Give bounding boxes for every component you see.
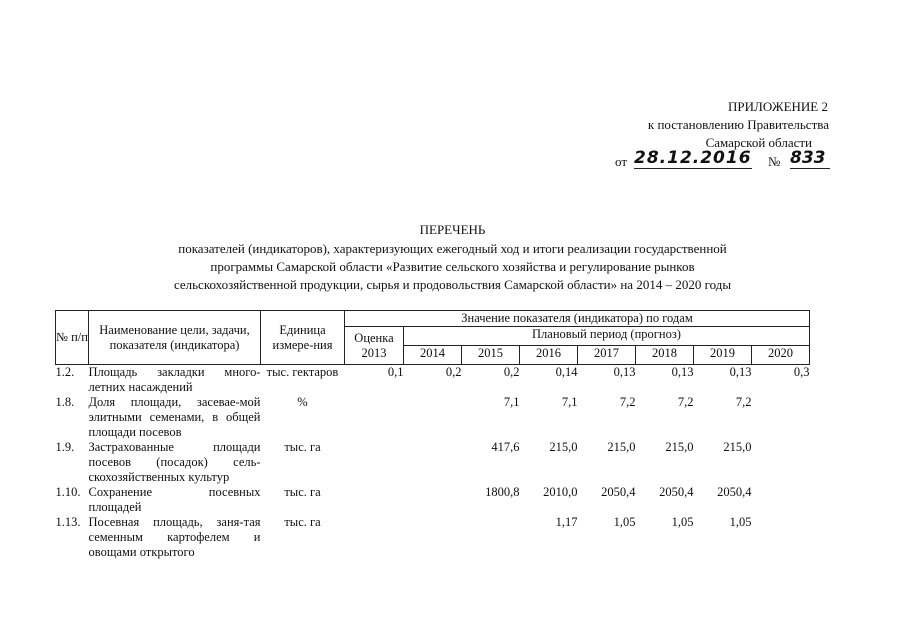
row-name: Доля площади, засевае-мой элитными семенами, в общей площади посевов: [88, 395, 261, 439]
value-2019: 0,13: [729, 365, 752, 379]
value-2016: 1,17: [555, 515, 578, 529]
row-name: Застрахованные площади посевов (посадок) сель-скохозяйственных культур: [88, 440, 261, 484]
value-2017: 0,13: [613, 365, 636, 379]
value-2020: [752, 485, 810, 515]
value-2014: [404, 395, 462, 440]
header-number: № п/п: [56, 311, 89, 365]
value-2017: 215,0: [607, 440, 636, 454]
value-2020: [752, 395, 810, 440]
row-name: Посевная площадь, заня-тая семенным картофелем и овощами открытого: [88, 515, 261, 559]
appendix-title: ПРИЛОЖЕНИЕ 2: [728, 99, 828, 114]
value-2014: [404, 515, 462, 560]
value-2020: [752, 440, 810, 485]
value-2015: 7,1: [503, 395, 520, 409]
header-estimate: Оценка 2013: [345, 327, 404, 365]
row-unit: тыс. га: [284, 440, 321, 454]
value-2013: [345, 515, 404, 560]
value-2015: 417,6: [491, 440, 520, 454]
appendix-date-line: [560, 148, 880, 172]
row-unit: тыс. га: [284, 515, 321, 529]
value-2016: 215,0: [549, 440, 578, 454]
header-values: Значение показателя (индикатора) по годам: [345, 311, 810, 327]
document-title-line-3: сельскохозяйственной продукции, сырья и продовольствия Самарской области» на 2014 – 2020 годы: [173, 277, 732, 292]
header-year: 2015: [462, 346, 520, 365]
table-row: [56, 515, 810, 560]
header-unit: Единица измере-ния: [261, 311, 345, 365]
header-year: 2018: [636, 346, 694, 365]
header-year: 2014: [404, 346, 462, 365]
table-row: [56, 485, 810, 515]
indicators-table: [55, 310, 810, 560]
appendix-block: [560, 98, 880, 172]
document-heading: ПЕРЕЧЕНЬ: [419, 222, 486, 237]
value-2019: 1,05: [729, 515, 752, 529]
value-2019: 215,0: [723, 440, 752, 454]
value-2017: 2050,4: [601, 485, 636, 499]
value-2015: 0,2: [503, 365, 520, 379]
row-unit: тыс. гектаров: [266, 365, 339, 379]
document-title-line-1: показателей (индикаторов), характеризующих ежегодный ход и итоги реализации государственной: [178, 241, 727, 256]
table-row: [56, 365, 810, 396]
value-2015: 1800,8: [485, 485, 520, 499]
value-2018: 215,0: [665, 440, 694, 454]
row-code: 1.9.: [55, 440, 75, 454]
value-2016: 7,1: [561, 395, 578, 409]
header-year: 2016: [520, 346, 578, 365]
value-2018: 2050,4: [659, 485, 694, 499]
row-name: Сохранение посевных площадей: [88, 485, 261, 514]
value-2020: [752, 515, 810, 560]
header-name: Наименование цели, задачи, показателя (индикатора): [89, 311, 261, 365]
value-2017: 1,05: [613, 515, 636, 529]
document-title-block: [0, 221, 905, 294]
value-2013: [345, 440, 404, 485]
handwritten-date: 28.12.2016: [634, 148, 752, 168]
row-unit: %: [297, 395, 308, 409]
value-2014: 0,2: [445, 365, 462, 379]
value-2014: [404, 485, 462, 515]
value-2019: 7,2: [735, 395, 752, 409]
value-2013: [345, 395, 404, 440]
row-unit: тыс. га: [284, 485, 321, 499]
date-from-label: от: [615, 154, 628, 169]
header-plan-period: Плановый период (прогноз): [404, 327, 810, 346]
row-name: Площадь закладки много-летних насаждений: [88, 365, 261, 394]
value-2013: 0,1: [387, 365, 404, 379]
table-row: [56, 440, 810, 485]
value-2014: [404, 440, 462, 485]
document-title-line-2: программы Самарской области «Развитие сельского хозяйства и регулирование рынков: [210, 259, 695, 274]
value-2020: 0,3: [793, 365, 810, 379]
value-2016: 2010,0: [543, 485, 578, 499]
value-2015: [462, 515, 520, 560]
value-2019: 2050,4: [717, 485, 752, 499]
header-year: 2017: [578, 346, 636, 365]
value-2013: [345, 485, 404, 515]
value-2017: 7,2: [619, 395, 636, 409]
table-row: [56, 395, 810, 440]
value-2018: 7,2: [677, 395, 694, 409]
header-year: 2020: [752, 346, 810, 365]
row-code: 1.8.: [55, 395, 75, 409]
row-code: 1.13.: [55, 515, 81, 529]
header-year: 2019: [694, 346, 752, 365]
value-2018: 0,13: [671, 365, 694, 379]
row-code: 1.10.: [55, 485, 81, 499]
value-2016: 0,14: [555, 365, 578, 379]
handwritten-number: 833: [790, 148, 830, 169]
appendix-region: Самарской области: [705, 135, 812, 150]
value-2018: 1,05: [671, 515, 694, 529]
row-code: 1.2.: [55, 365, 75, 379]
appendix-resolution: к постановлению Правительства: [647, 117, 829, 132]
number-sign: №: [768, 154, 781, 169]
